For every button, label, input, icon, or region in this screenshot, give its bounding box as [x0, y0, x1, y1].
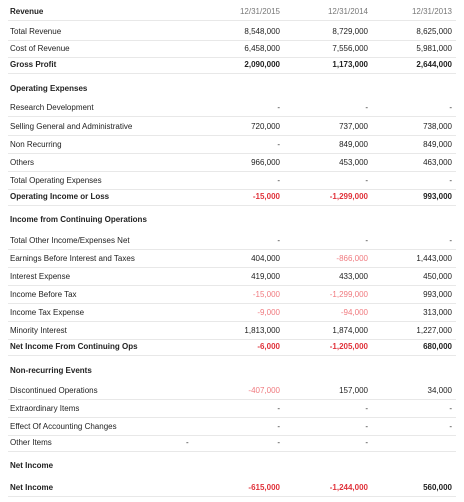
row-gross-profit	[8, 56, 456, 74]
value-2013: 450,000	[423, 272, 452, 281]
value-2015: -15,000	[252, 290, 280, 299]
row-label: Non Recurring	[10, 140, 62, 149]
row-ebit	[8, 250, 456, 268]
value-2013: -	[449, 404, 452, 413]
value-2015: 720,000	[251, 122, 280, 131]
value-2015: -	[277, 438, 280, 447]
value-2014: -	[365, 176, 368, 185]
value-2014: -866,000	[336, 254, 368, 263]
value-2015: 419,000	[251, 272, 280, 281]
row-non-recurring	[8, 136, 456, 154]
row-label: Effect Of Accounting Changes	[10, 422, 117, 431]
period-2015: 12/31/2015	[239, 7, 280, 16]
row-label: Total Operating Expenses	[10, 176, 102, 185]
row-research-development	[8, 99, 456, 117]
row-label: Operating Income or Loss	[10, 192, 110, 201]
value-2013: 1,443,000	[416, 254, 452, 263]
value-2014: -1,205,000	[329, 342, 368, 351]
value-2015: 2,090,000	[244, 60, 280, 69]
value-2013: -	[449, 103, 452, 112]
value-2013: 993,000	[423, 290, 452, 299]
value-2014: 453,000	[339, 158, 368, 167]
row-label: Net Income From Continuing Ops	[10, 342, 138, 351]
value-2014: -	[365, 404, 368, 413]
value-2015: 1,813,000	[244, 326, 280, 335]
row-net-income	[8, 479, 456, 497]
value-2013: 993,000	[423, 192, 452, 201]
section-title: Income from Continuing Operations	[10, 215, 147, 224]
row-interest-expense	[8, 268, 456, 286]
section-title: Non-recurring Events	[10, 366, 92, 375]
value-2015: -407,000	[248, 386, 280, 395]
value-2015: -	[277, 422, 280, 431]
value-2014: -	[365, 236, 368, 245]
section-operating-expenses	[8, 80, 456, 98]
value-2014: 1,874,000	[332, 326, 368, 335]
row-label: Others	[10, 158, 35, 167]
row-label: Research Development	[10, 103, 94, 112]
row-label: Extraordinary Items	[10, 404, 80, 413]
value-2015: -6,000	[257, 342, 280, 351]
value-2013: 2,644,000	[416, 60, 452, 69]
value-2014: 849,000	[339, 140, 368, 149]
row-sga	[8, 118, 456, 136]
row-total-other-income	[8, 232, 456, 250]
section-net-income	[8, 457, 456, 475]
value-2013: 8,625,000	[416, 27, 452, 36]
value-2015: -	[277, 103, 280, 112]
row-discontinued-operations	[8, 382, 456, 400]
value-2013: 5,981,000	[416, 44, 452, 53]
value-2014: -94,000	[340, 308, 368, 317]
row-net-income-continuing	[8, 338, 456, 356]
section-title: Operating Expenses	[10, 84, 88, 93]
value-2015: -	[277, 236, 280, 245]
row-label: Gross Profit	[10, 60, 57, 69]
row-operating-income	[8, 188, 456, 206]
value-2014: 433,000	[339, 272, 368, 281]
value-2013: 738,000	[423, 122, 452, 131]
row-extraordinary-items	[8, 400, 456, 418]
row-others	[8, 154, 456, 172]
value-2014: 8,729,000	[332, 27, 368, 36]
row-label: Selling General and Administrative	[10, 122, 133, 131]
value-2014: 737,000	[339, 122, 368, 131]
value-2013: 1,227,000	[416, 326, 452, 335]
section-continuing-operations	[8, 211, 456, 229]
value-2014: 7,556,000	[332, 44, 368, 53]
value-extra: -	[186, 438, 189, 447]
period-2014: 12/31/2014	[327, 7, 368, 16]
row-income-before-tax	[8, 286, 456, 304]
value-2013: 463,000	[423, 158, 452, 167]
value-2013: -	[449, 236, 452, 245]
period-2013: 12/31/2013	[411, 7, 452, 16]
value-2015: 8,548,000	[244, 27, 280, 36]
row-label: Earnings Before Interest and Taxes	[10, 254, 135, 263]
value-2013: -	[449, 422, 452, 431]
value-2015: 6,458,000	[244, 44, 280, 53]
value-2015: -615,000	[248, 483, 280, 492]
value-2014: -1,244,000	[329, 483, 368, 492]
row-label: Interest Expense	[10, 272, 71, 281]
value-2015: -	[277, 176, 280, 185]
value-2014: -1,299,000	[329, 290, 368, 299]
header-row	[8, 3, 456, 21]
value-2013: 680,000	[423, 342, 452, 351]
row-total-revenue	[8, 23, 456, 41]
row-label: Discontinued Operations	[10, 386, 98, 395]
header-label: Revenue	[10, 7, 44, 16]
value-2015: -9,000	[257, 308, 280, 317]
value-2014: -	[365, 438, 368, 447]
row-other-items	[8, 434, 456, 452]
value-2015: -15,000	[252, 192, 280, 201]
value-2013: 560,000	[423, 483, 452, 492]
value-2014: -	[365, 103, 368, 112]
value-2015: -	[277, 404, 280, 413]
row-label: Minority Interest	[10, 326, 67, 335]
row-label: Income Tax Expense	[10, 308, 85, 317]
section-non-recurring-events	[8, 362, 456, 380]
value-2013: -	[449, 176, 452, 185]
row-label: Net Income	[10, 483, 54, 492]
row-label: Total Other Income/Expenses Net	[10, 236, 130, 245]
value-2013: 34,000	[427, 386, 452, 395]
value-2013: 313,000	[423, 308, 452, 317]
row-income-tax-expense	[8, 304, 456, 322]
value-2014: 157,000	[339, 386, 368, 395]
value-2015: -	[277, 140, 280, 149]
row-label: Other Items	[10, 438, 52, 447]
value-2014: 1,173,000	[332, 60, 368, 69]
section-title: Net Income	[10, 461, 54, 470]
value-2015: 966,000	[251, 158, 280, 167]
row-label: Cost of Revenue	[10, 44, 70, 53]
value-2015: 404,000	[251, 254, 280, 263]
row-label: Income Before Tax	[10, 290, 77, 299]
value-2014: -	[365, 422, 368, 431]
row-label: Total Revenue	[10, 27, 62, 36]
value-2013: 849,000	[423, 140, 452, 149]
value-2014: -1,299,000	[329, 192, 368, 201]
